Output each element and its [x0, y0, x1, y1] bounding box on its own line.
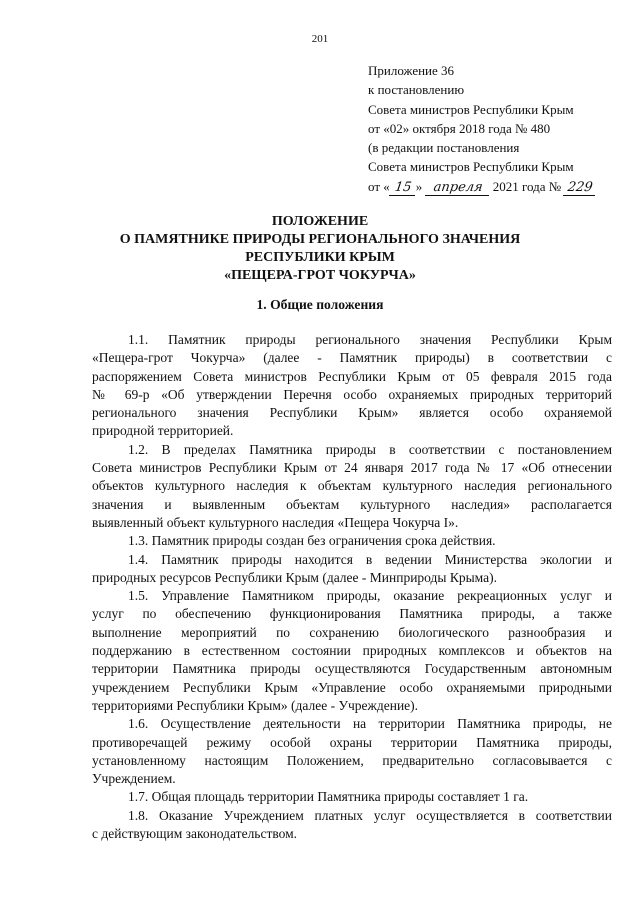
handwritten-number: 229: [563, 181, 597, 196]
handwritten-month: апреля: [424, 181, 490, 196]
appendix-line: Совета министров Республики Крым: [368, 101, 574, 117]
title-line: О ПАМЯТНИКЕ ПРИРОДЫ РЕГИОНАЛЬНОГО ЗНАЧЕНИЯ: [119, 232, 521, 247]
paragraph-line: 1.4. Памятник природы находится в ведении Министерства экологии и: [128, 551, 612, 567]
title-line: «ПЕЩЕРА-ГРОТ ЧОКУРЧА»: [224, 268, 416, 283]
paragraph-line: природных ресурсов Республики Крым (далее - Минприроды Крыма).: [92, 569, 497, 585]
paragraph-line: 1.8. Оказание Учреждением платных услуг осуществляется в соответствии: [128, 807, 612, 823]
paragraph-line: территории Памятника природы осуществляются Государственным автономным: [92, 661, 612, 677]
paragraph-line: территориями Республики Крым» (далее - Учреждение).: [92, 697, 419, 713]
paragraph-line: 1.2. В пределах Памятника природы в соответствии с постановлением: [128, 441, 612, 457]
paragraph-line: 1.3. Памятник природы создан без ограничения срока действия.: [128, 533, 496, 549]
paragraph-line: услуг по обеспечению функционирования Памятника природы, а также: [92, 606, 612, 622]
paragraph-line: распоряжением Совета министров Республики Крым от 05 февраля 2015 года: [92, 368, 612, 384]
paragraph: [92, 587, 612, 715]
title-line: ПОЛОЖЕНИЕ: [271, 214, 369, 229]
page-number: 201: [311, 33, 329, 45]
paragraph-line: 1.1. Памятник природы регионального значения Республики Крым: [128, 332, 612, 347]
appendix-date-mid: »: [415, 178, 426, 194]
paragraph: [92, 807, 612, 844]
paragraph: [92, 331, 612, 441]
paragraph-line: значения и выявленным объектам культурного наследия» располагается: [92, 496, 612, 512]
paragraph-line: выявленный объект культурного наследия «Пещера Чокурча I».: [92, 514, 459, 530]
appendix-line: Приложение 36: [368, 63, 455, 78]
paragraph-line: противоречащей режиму особой охраны территории Памятника природы,: [92, 734, 612, 750]
paragraph: [92, 441, 612, 532]
paragraph-line: поддержанию в естественном состоянии природных комплексов и объектов на: [92, 643, 612, 659]
appendix-amendment-line: [368, 177, 630, 196]
paragraph-line: «Пещера-грот Чокурча» (далее - Памятник природы) в соответствии с: [92, 350, 612, 366]
appendix-block: [368, 61, 630, 196]
paragraph-line: № 69-р «Об утверждении Перечня особо охраняемых природных территорий: [92, 386, 612, 402]
paragraph-line: с действующим законодательством.: [92, 826, 298, 842]
document-title: [0, 213, 640, 285]
body-text: [92, 331, 612, 843]
paragraph: [92, 715, 612, 788]
paragraph-line: объектов культурного наследия к объектам культурного наследия регионального: [92, 478, 612, 494]
paragraph: [92, 551, 612, 588]
paragraph-line: регионального значения Республики Крым» является особо охраняемой: [92, 405, 612, 421]
paragraph: [92, 788, 612, 806]
paragraph-line: учреждением Республики Крым «Управление особо охраняемыми природными: [92, 679, 612, 695]
appendix-line: к постановлению: [368, 82, 465, 98]
paragraph-line: природной территорией.: [92, 423, 234, 439]
title-line: РЕСПУБЛИКИ КРЫМ: [245, 250, 395, 265]
appendix-date-prefix: от «: [368, 178, 390, 194]
paragraph-line: выполнение мероприятий по сохранению биологического разнообразия и: [92, 624, 612, 640]
handwritten-day: 15: [389, 181, 417, 196]
paragraph: [92, 532, 612, 550]
paragraph-line: 1.7. Общая площадь территории Памятника природы составляет 1 га.: [128, 789, 529, 805]
paragraph-line: Учреждением.: [92, 771, 176, 787]
section-heading: 1. Общие положения: [256, 297, 384, 312]
paragraph-line: Совета министров Республики Крым от 24 января 2017 года № 17 «Об отнесении: [92, 460, 612, 476]
paragraph-line: установленному настоящим Положением, предварительно согласовывается с: [92, 752, 612, 768]
paragraph-line: 1.6. Осуществление деятельности на территории Памятника природы, не: [128, 716, 612, 732]
appendix-year: 2021 года №: [489, 178, 565, 194]
appendix-line: (в редакции постановления: [368, 140, 520, 156]
paragraph-line: 1.5. Управление Памятником природы, оказание рекреационных услуг и: [128, 588, 612, 604]
appendix-line: Совета министров Республики Крым: [368, 159, 574, 175]
appendix-line: от «02» октября 2018 года № 480: [368, 120, 551, 136]
